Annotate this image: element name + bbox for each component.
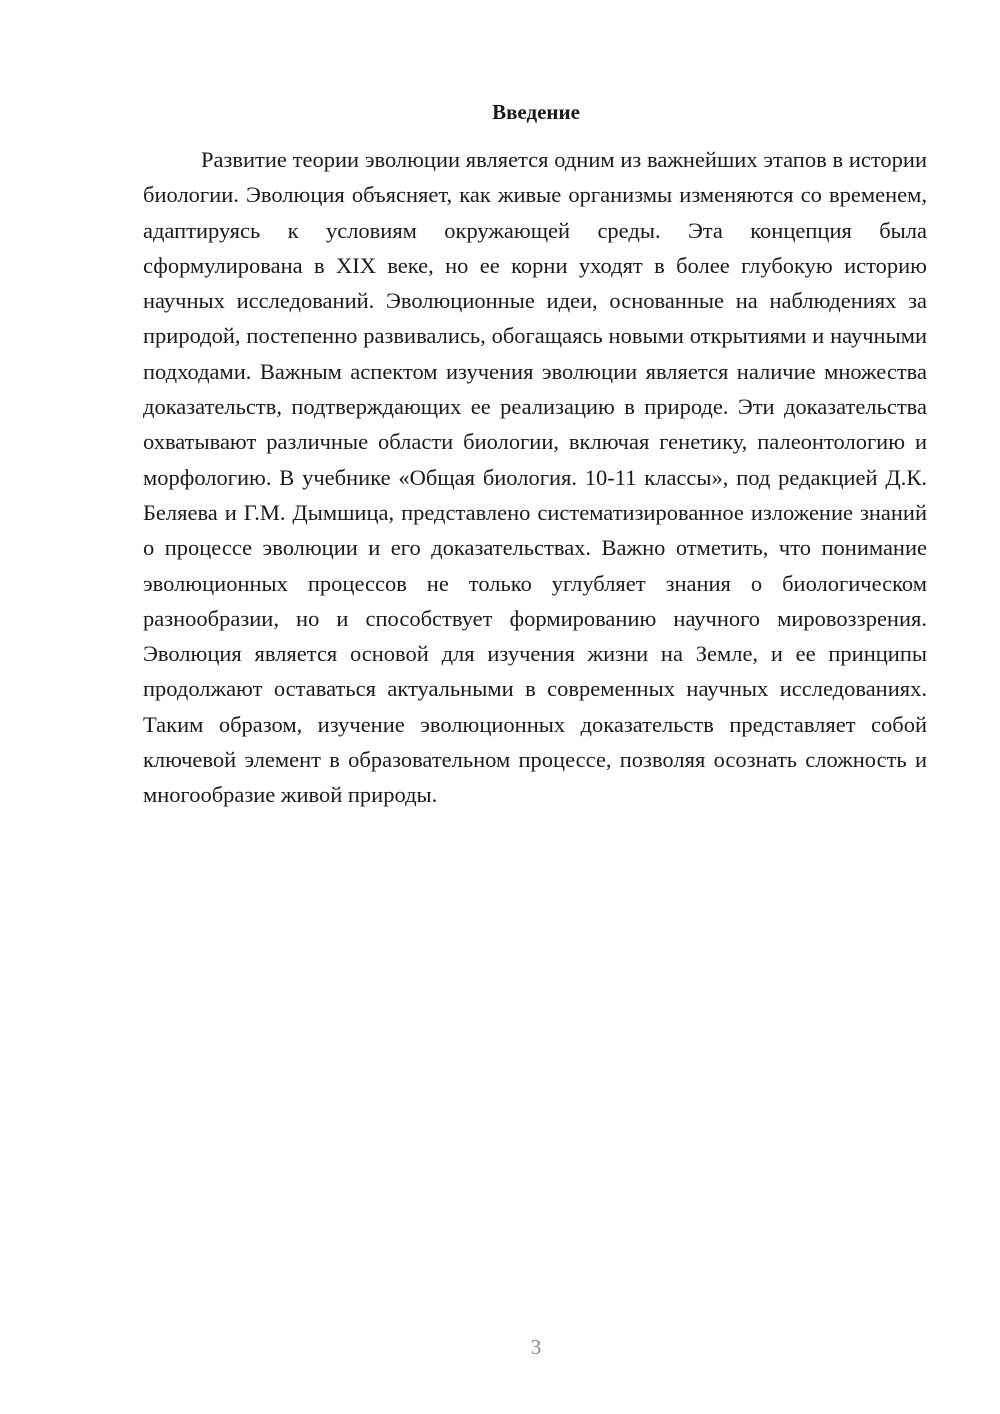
intro-paragraph: Развитие теории эволюции является одним из важнейших этапов в истории биологии. Эволюция объясняет, как живые организмы изменяются со временем, адаптируясь к условиям окружающей среды. Эта концепция была сформулирована в XIX веке, но ее корни уходят в более глубокую историю научных исследований. Эволюционные идеи, основанные на наблюдениях за природой, постепенно развивались, обогащаясь новыми открытиями и научными подходами. Важным аспектом изучения эволюции является наличие множества доказательств, подтверждающих ее реализацию в природе. Эти доказательства охватывают различные области биологии, включая генетику, палеонтологию и морфологию. В учебнике «Общая биология. 10-11 классы», под редакцией Д.К. Беляева и Г.М. Дымшица, представлено систематизированное изложение знаний о процессе эволюции и его доказательствах. Важно отметить, что понимание эволюционных процессов не только углубляет знания о биологическом разнообразии, но и способствует формированию научного мировоззрения. Эволюция является основой для изучения жизни на Земле, и ее принципы продолжают оставаться актуальными в современных научных исследованиях. Таким образом, изучение эволюционных доказательств представляет собой ключевой элемент в образовательном процессе, позволяя осознать сложность и многообразие живой природы.: [143, 147, 927, 808]
section-heading: Введение: [492, 100, 580, 124]
page-number: 3: [530, 1335, 542, 1359]
